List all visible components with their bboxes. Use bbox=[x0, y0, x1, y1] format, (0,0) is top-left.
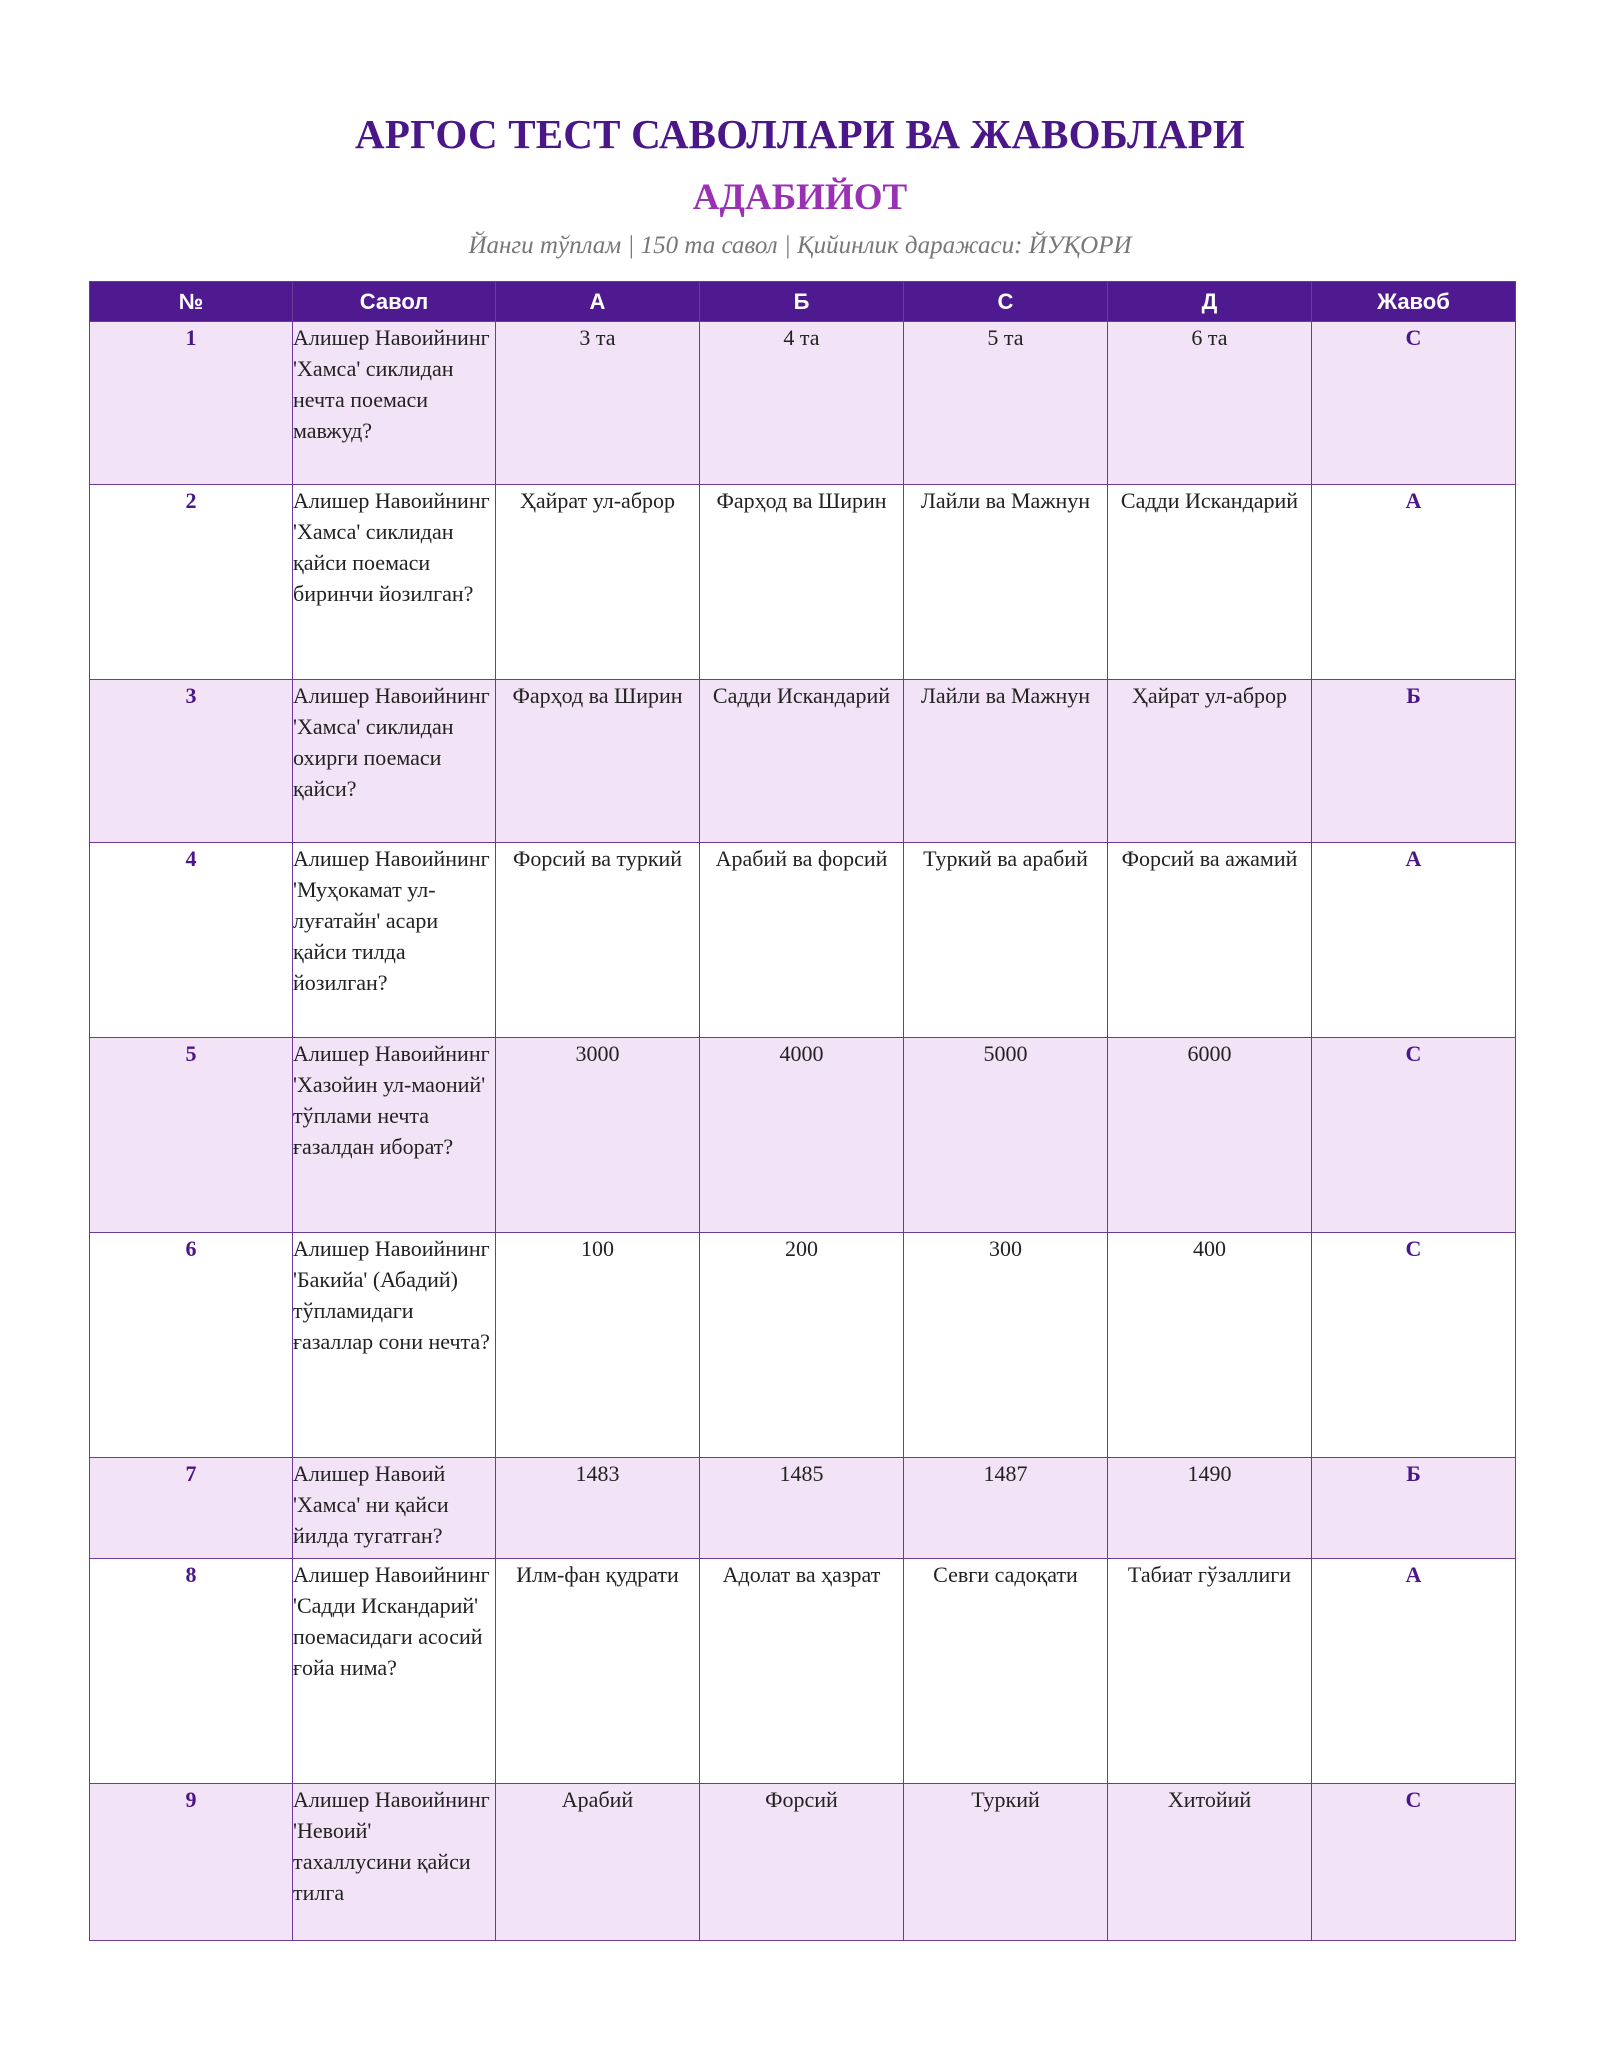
option-a: Арабий bbox=[496, 1784, 700, 1941]
correct-answer: А bbox=[1312, 485, 1516, 680]
question-text: Алишер Навоийнинг 'Бакийа' (Абадий) тўпламидаги ғазаллар сони нечта? bbox=[293, 1233, 496, 1458]
subject-title: АДАБИЙОТ bbox=[692, 177, 908, 218]
option-c: Туркий bbox=[904, 1784, 1108, 1941]
option-a: Илм-фан қудрати bbox=[496, 1559, 700, 1784]
question-number: 5 bbox=[90, 1038, 293, 1233]
question-number: 9 bbox=[90, 1784, 293, 1941]
table-row bbox=[90, 843, 1516, 1038]
column-header-option-a: А bbox=[496, 282, 700, 322]
table-row bbox=[90, 1233, 1516, 1458]
option-d: 1490 bbox=[1108, 1458, 1312, 1559]
option-c: 5000 bbox=[904, 1038, 1108, 1233]
option-d: Форсий ва ажамий bbox=[1108, 843, 1312, 1038]
question-text: Алишер Навоийнинг 'Невоий' тахаллусини қайси тилга bbox=[293, 1784, 496, 1941]
question-text: Алишер Навоийнинг 'Хазойин ул-маоний' тўплами нечта ғазалдан иборат? bbox=[293, 1038, 496, 1233]
option-b: 200 bbox=[700, 1233, 904, 1458]
correct-answer: Б bbox=[1312, 680, 1516, 843]
question-text: Алишер Навоийнинг 'Хамса' сиклидан қайси поемаси биринчи йозилган? bbox=[293, 485, 496, 680]
option-d: 400 bbox=[1108, 1233, 1312, 1458]
column-header-option-c: С bbox=[904, 282, 1108, 322]
question-number: 1 bbox=[90, 322, 293, 485]
option-d: Садди Искандарий bbox=[1108, 485, 1312, 680]
option-a: 3 та bbox=[496, 322, 700, 485]
correct-answer: А bbox=[1312, 1559, 1516, 1784]
table-row bbox=[90, 485, 1516, 680]
option-d: Хитойий bbox=[1108, 1784, 1312, 1941]
question-number: 8 bbox=[90, 1559, 293, 1784]
option-c: 1487 bbox=[904, 1458, 1108, 1559]
question-number: 7 bbox=[90, 1458, 293, 1559]
option-c: 300 bbox=[904, 1233, 1108, 1458]
table-row bbox=[90, 1784, 1516, 1941]
option-a: Ҳайрат ул-аброр bbox=[496, 485, 700, 680]
question-number: 2 bbox=[90, 485, 293, 680]
correct-answer: С bbox=[1312, 1038, 1516, 1233]
correct-answer: С bbox=[1312, 322, 1516, 485]
option-d: 6 та bbox=[1108, 322, 1312, 485]
column-header-option-d: Д bbox=[1108, 282, 1312, 322]
column-header-question: Савол bbox=[293, 282, 496, 322]
column-header-number: № bbox=[90, 282, 293, 322]
option-a: 3000 bbox=[496, 1038, 700, 1233]
option-d: Ҳайрат ул-аброр bbox=[1108, 680, 1312, 843]
table-row bbox=[90, 680, 1516, 843]
option-b: Садди Искандарий bbox=[700, 680, 904, 843]
option-a: Фарҳод ва Ширин bbox=[496, 680, 700, 843]
question-number: 6 bbox=[90, 1233, 293, 1458]
collection-meta: Йанги тўплам | 150 та савол | Қийинлик даражаси: ЙУҚОРИ bbox=[468, 232, 1132, 259]
option-d: 6000 bbox=[1108, 1038, 1312, 1233]
table-row bbox=[90, 1458, 1516, 1559]
option-b: Адолат ва ҳазрат bbox=[700, 1559, 904, 1784]
option-a: 100 bbox=[496, 1233, 700, 1458]
correct-answer: С bbox=[1312, 1233, 1516, 1458]
question-text: Алишер Навоийнинг 'Хамса' сиклидан нечта поемаси мавжуд? bbox=[293, 322, 496, 485]
question-number: 4 bbox=[90, 843, 293, 1038]
option-b: 4000 bbox=[700, 1038, 904, 1233]
option-c: Лайли ва Мажнун bbox=[904, 680, 1108, 843]
correct-answer: С bbox=[1312, 1784, 1516, 1941]
option-a: Форсий ва туркий bbox=[496, 843, 700, 1038]
option-b: 1485 bbox=[700, 1458, 904, 1559]
option-c: 5 та bbox=[904, 322, 1108, 485]
question-text: Алишер Навоийнинг 'Хамса' сиклидан охирги поемаси қайси? bbox=[293, 680, 496, 843]
questions-table bbox=[89, 281, 1516, 1941]
option-b: Арабий ва форсий bbox=[700, 843, 904, 1038]
question-text: Алишер Навоийнинг 'Садди Искандарий' поемасидаги асосий ғойа нима? bbox=[293, 1559, 496, 1784]
option-b: Фарҳод ва Ширин bbox=[700, 485, 904, 680]
table-row bbox=[90, 322, 1516, 485]
table-row bbox=[90, 1559, 1516, 1784]
column-header-answer: Жавоб bbox=[1312, 282, 1516, 322]
correct-answer: Б bbox=[1312, 1458, 1516, 1559]
option-c: Севги садоқати bbox=[904, 1559, 1108, 1784]
document-title: АРГОС ТЕСТ САВОЛЛАРИ ВА ЖАВОБЛАРИ bbox=[355, 111, 1245, 157]
correct-answer: А bbox=[1312, 843, 1516, 1038]
option-b: Форсий bbox=[700, 1784, 904, 1941]
option-b: 4 та bbox=[700, 322, 904, 485]
table-header-row bbox=[90, 282, 1516, 322]
question-text: Алишер Навоийнинг 'Муҳокамат ул-луғатайн' асари қайси тилда йозилган? bbox=[293, 843, 496, 1038]
option-c: Лайли ва Мажнун bbox=[904, 485, 1108, 680]
option-c: Туркий ва арабий bbox=[904, 843, 1108, 1038]
question-text: Алишер Навоий 'Хамса' ни қайси йилда тугатган? bbox=[293, 1458, 496, 1559]
column-header-option-b: Б bbox=[700, 282, 904, 322]
question-number: 3 bbox=[90, 680, 293, 843]
option-a: 1483 bbox=[496, 1458, 700, 1559]
table-row bbox=[90, 1038, 1516, 1233]
option-d: Табиат гўзаллиги bbox=[1108, 1559, 1312, 1784]
